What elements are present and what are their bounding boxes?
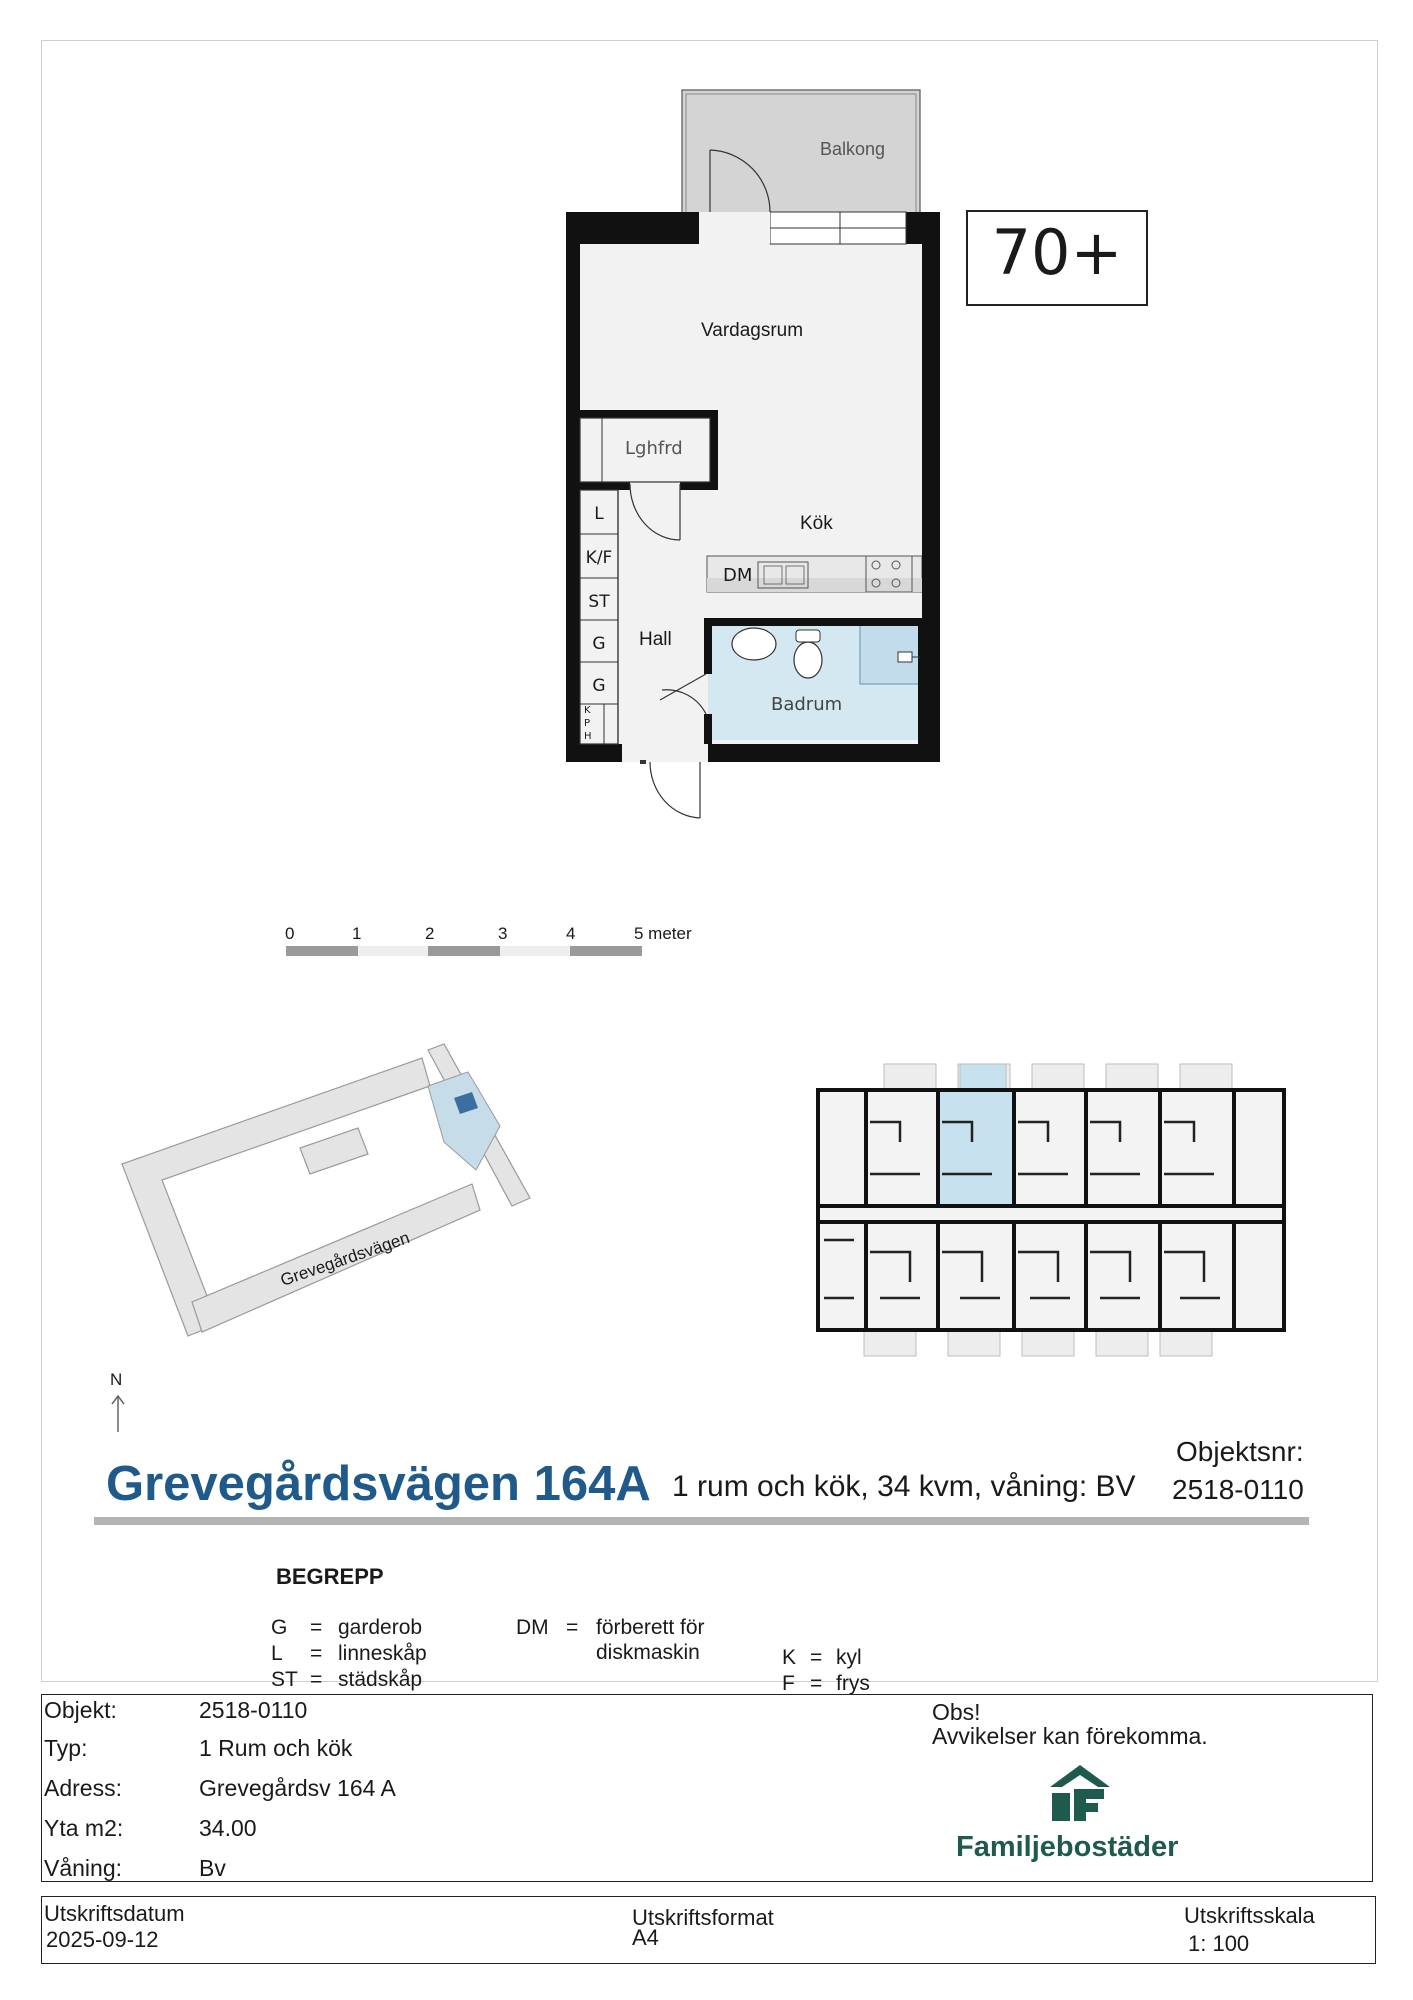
legend-heading: BEGREPP bbox=[276, 1564, 384, 1589]
obs-text: Avvikelser kan förekomma. bbox=[932, 1723, 1208, 1749]
closet-label: G bbox=[592, 634, 606, 654]
info-label: Yta m2: bbox=[44, 1815, 124, 1841]
legend-text: frys bbox=[836, 1672, 870, 1695]
floor-plan bbox=[0, 0, 1413, 860]
scale-tick: 3 bbox=[498, 924, 508, 943]
familjebostader-logo-icon bbox=[1046, 1761, 1112, 1823]
label-bathroom: Badrum bbox=[771, 694, 843, 715]
legend-code: G bbox=[271, 1616, 288, 1639]
legend-text: diskmaskin bbox=[596, 1641, 700, 1664]
print-scale-value: 1: 100 bbox=[1188, 1931, 1250, 1956]
scale-tick: 2 bbox=[425, 924, 435, 943]
info-label: Adress: bbox=[44, 1775, 122, 1801]
info-label: Våning: bbox=[44, 1855, 123, 1881]
legend-text: garderob bbox=[338, 1616, 423, 1639]
legend-text: linneskåp bbox=[338, 1642, 427, 1665]
age-badge-text: 70+ bbox=[991, 216, 1123, 289]
site-map bbox=[100, 1030, 540, 1350]
info-value: 2518-0110 bbox=[199, 1697, 308, 1723]
legend-clip bbox=[100, 1610, 1280, 1695]
label-living-room: Vardagsrum bbox=[701, 320, 804, 341]
closet-small-label: H bbox=[584, 731, 592, 742]
legend-eq: = bbox=[566, 1616, 579, 1639]
closet-small-label: K bbox=[584, 705, 591, 716]
legend-code: K bbox=[782, 1646, 797, 1669]
address-heading: Grevegårdsvägen 164A bbox=[106, 1457, 651, 1511]
scale-tick: 5 meter bbox=[634, 924, 692, 943]
print-info-box bbox=[41, 1896, 1376, 1964]
legend-code: ST bbox=[271, 1668, 298, 1691]
title-rule bbox=[94, 1517, 1309, 1525]
legend-eq: = bbox=[810, 1646, 823, 1669]
closet-label: ST bbox=[588, 592, 610, 612]
info-value: 1 Rum och kök bbox=[199, 1735, 353, 1761]
legend-code: DM bbox=[516, 1616, 549, 1639]
info-value: Grevegårdsv 164 A bbox=[199, 1775, 396, 1801]
legend-text: kyl bbox=[836, 1646, 862, 1669]
north-label: N bbox=[110, 1370, 123, 1389]
legend-eq: = bbox=[310, 1616, 323, 1639]
scale-tick: 1 bbox=[352, 924, 362, 943]
obs-title: Obs! bbox=[932, 1699, 981, 1725]
object-number-label: Objektsnr: bbox=[1176, 1436, 1304, 1467]
print-format-value: A4 bbox=[632, 1925, 659, 1950]
logo-text: Familjebostäder bbox=[956, 1831, 1179, 1863]
scale-tick: 0 bbox=[285, 924, 295, 943]
street-name: Grevegårdsvägen bbox=[278, 1228, 412, 1290]
info-box bbox=[41, 1694, 1373, 1882]
legend-code: F bbox=[782, 1672, 795, 1695]
print-date-value: 2025-09-12 bbox=[46, 1927, 159, 1952]
info-value: Bv bbox=[199, 1855, 226, 1881]
scale-tick: 4 bbox=[566, 924, 576, 943]
info-label: Objekt: bbox=[44, 1697, 117, 1723]
label-kitchen: Kök bbox=[800, 513, 833, 534]
legend-code: L bbox=[271, 1642, 283, 1665]
legend-eq: = bbox=[310, 1668, 323, 1691]
closet-label: L bbox=[594, 504, 604, 524]
legend-eq: = bbox=[810, 1672, 823, 1695]
closet-label: G bbox=[592, 676, 606, 696]
print-date-label: Utskriftsdatum bbox=[44, 1901, 185, 1926]
object-number: 2518-0110 bbox=[1172, 1474, 1304, 1505]
label-linen: Lghfrd bbox=[625, 438, 683, 459]
info-label: Typ: bbox=[44, 1735, 88, 1761]
label-balcony: Balkong bbox=[820, 139, 886, 159]
apartment-description: 1 rum och kök, 34 kvm, våning: BV bbox=[672, 1470, 1136, 1503]
closet-small-label: P bbox=[584, 718, 591, 729]
legend-eq: = bbox=[310, 1642, 323, 1665]
legend-text: förberett för bbox=[596, 1616, 705, 1639]
label-hall: Hall bbox=[639, 629, 672, 650]
print-scale-label: Utskriftsskala bbox=[1184, 1903, 1315, 1928]
scale-bar bbox=[286, 944, 642, 958]
print-format-label: Utskriftsformat bbox=[632, 1905, 774, 1930]
building-overview bbox=[810, 1062, 1290, 1364]
north-arrow-icon bbox=[108, 1392, 128, 1432]
legend-text: städskåp bbox=[338, 1668, 423, 1691]
info-value: 34.00 bbox=[199, 1815, 257, 1841]
closet-label: K/F bbox=[585, 548, 613, 568]
label-dishwasher: DM bbox=[723, 565, 753, 586]
